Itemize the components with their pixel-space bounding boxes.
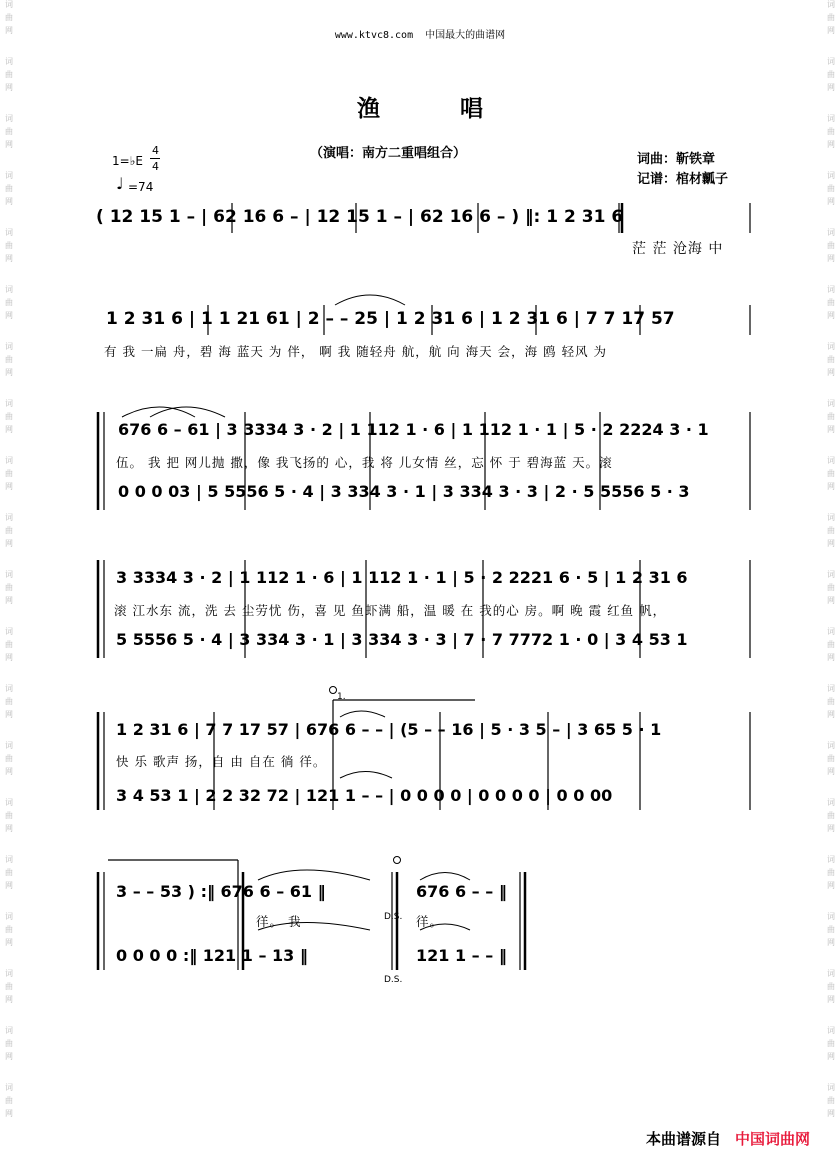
watermark-char: 词 <box>5 627 13 636</box>
watermark-char: 词 <box>827 969 835 978</box>
score-line-4-upper: 3 3334 3 · 2 | 1 112 1 · 6 | 1 112 1 · 1 | 5 · 2 2221 6 · 5 | 1 2 31 6 <box>116 568 688 587</box>
watermark-char: 曲 <box>5 184 13 193</box>
watermark-char: 网 <box>827 425 835 434</box>
watermark-char: 网 <box>827 938 835 947</box>
score-line-6-upper-a: 3 – – 53 ) :‖ 676 6 – 61 ‖ <box>116 882 326 901</box>
site-url[interactable]: www.ktvc8.com <box>334 30 414 41</box>
watermark-char: 曲 <box>5 526 13 535</box>
watermark-char: 词 <box>827 0 835 9</box>
watermark-char: 网 <box>5 197 13 206</box>
watermark-char: 网 <box>5 140 13 149</box>
watermark-char: 网 <box>827 83 835 92</box>
score-line-6-lower-b: 121 1 – – ‖ <box>416 946 507 965</box>
score-line-3-lower: 0 0 0 03 | 5 5556 5 · 4 | 3 334 3 · 1 | 3 334 3 · 3 | 2 · 5 5556 5 · 3 <box>118 482 690 501</box>
watermark-char: 曲 <box>827 1039 835 1048</box>
watermark-char: 词 <box>5 228 13 237</box>
song-title: 渔 唱 <box>356 95 519 122</box>
watermark-char: 网 <box>827 653 835 662</box>
watermark-char: 曲 <box>5 697 13 706</box>
lyricist-credit: 词曲：靳铁章 <box>637 152 716 167</box>
tempo-mark: =74 <box>128 180 154 194</box>
watermark-char: 词 <box>5 855 13 864</box>
watermark-char: 曲 <box>5 583 13 592</box>
score-line-3-lyrics: 伍。 我 把 网儿抛 撒，像 我飞扬的 心，我 将 儿女情 丝，忘 怀 于 碧海蓝 天。滚 <box>116 455 613 470</box>
watermark-char: 网 <box>5 938 13 947</box>
watermark-char: 曲 <box>5 70 13 79</box>
quarter-note-icon: ♩ <box>116 174 124 193</box>
watermark-char: 网 <box>827 311 835 320</box>
watermark-char: 曲 <box>827 469 835 478</box>
watermark-char: 词 <box>5 285 13 294</box>
watermark-char: 词 <box>827 513 835 522</box>
watermark-char: 词 <box>5 342 13 351</box>
watermark-char: 网 <box>827 1052 835 1061</box>
score-line-6-lower-a: 0 0 0 0 :‖ 121 1 – 13 ‖ <box>116 946 308 965</box>
score-line-2-notes: 1 2 31 6 | 1 1 21 61 | 2 – – 25 | 1 2 31 6 | 1 2 31 6 | 7 7 17 57 <box>106 309 675 329</box>
watermark-char: 网 <box>827 995 835 1004</box>
watermark-char: 词 <box>827 912 835 921</box>
transcriber-credit: 记谱：棺材瓤子 <box>637 172 729 187</box>
watermark-char: 词 <box>827 627 835 636</box>
watermark-char: 网 <box>5 995 13 1004</box>
watermark-char: 网 <box>827 539 835 548</box>
watermark-char: 网 <box>5 311 13 320</box>
watermark-char: 词 <box>5 57 13 66</box>
watermark-char: 网 <box>827 767 835 776</box>
watermark-char: 网 <box>5 1109 13 1118</box>
watermark-char: 词 <box>5 684 13 693</box>
watermark-char: 曲 <box>827 241 835 250</box>
watermark-char: 词 <box>5 741 13 750</box>
watermark-char: 曲 <box>827 355 835 364</box>
watermark-char: 网 <box>827 824 835 833</box>
watermark-char: 曲 <box>827 70 835 79</box>
singer-credit: （演唱：南方二重唱组合） <box>310 146 467 161</box>
watermark-char: 网 <box>827 197 835 206</box>
watermark-char: 词 <box>5 912 13 921</box>
watermark-char: 曲 <box>827 526 835 535</box>
watermark-char: 网 <box>5 83 13 92</box>
watermark-char: 曲 <box>827 811 835 820</box>
watermark-char: 网 <box>827 710 835 719</box>
watermark-char: 曲 <box>5 1096 13 1105</box>
score-line-5-upper: 1 2 31 6 | 7 7 17 57 | 676 6 – – | (5 – – 16 | 5 · 3 5 – | 3 65 5 · 1 <box>116 720 662 739</box>
watermark-char: 曲 <box>827 697 835 706</box>
ds-mark-upper: D.S. <box>384 912 403 922</box>
watermark-char: 词 <box>827 228 835 237</box>
watermark-char: 曲 <box>5 640 13 649</box>
watermark-char: 曲 <box>5 925 13 934</box>
watermark-char: 曲 <box>827 298 835 307</box>
score-line-4-lower: 5 5556 5 · 4 | 3 334 3 · 1 | 3 334 3 · 3 | 7 · 7 7772 1 · 0 | 3 4 53 1 <box>116 630 688 649</box>
watermark-char: 网 <box>5 1052 13 1061</box>
watermark-char: 网 <box>827 1109 835 1118</box>
watermark-char: 曲 <box>827 127 835 136</box>
watermark-char: 词 <box>827 171 835 180</box>
watermark-char: 网 <box>5 596 13 605</box>
watermark-char: 网 <box>5 653 13 662</box>
watermark-char: 曲 <box>827 754 835 763</box>
site-description: 中国最大的曲谱网 <box>425 30 506 41</box>
watermark-char: 词 <box>5 513 13 522</box>
footer-source <box>646 1128 810 1149</box>
score-line-3-upper: 676 6 – 61 | 3 3334 3 · 2 | 1 112 1 · 6 | 1 112 1 · 1 | 5 · 2 2224 3 · 1 <box>118 420 709 439</box>
watermark-char: 曲 <box>827 640 835 649</box>
watermark-char: 词 <box>827 570 835 579</box>
score-line-6-upper-b: 676 6 – – ‖ <box>416 882 507 901</box>
watermark-char: 网 <box>5 824 13 833</box>
watermark-char: 网 <box>827 596 835 605</box>
watermark-char: 曲 <box>827 412 835 421</box>
watermark-char: 曲 <box>827 868 835 877</box>
score-line-6-lyrics-a: 徉。 我 <box>256 914 302 929</box>
time-sig-bottom: 4 <box>152 160 159 173</box>
score-line-1-notes: ( 12 15 1 – | 62 16 6 – | 12 15 1 – | 62 16 6 – ) ‖: 1 2 31 6 <box>96 207 624 227</box>
watermark-char: 词 <box>5 171 13 180</box>
watermark-char: 词 <box>827 684 835 693</box>
watermark-char: 词 <box>827 741 835 750</box>
watermark-char: 词 <box>5 0 13 9</box>
watermark-char: 网 <box>827 482 835 491</box>
watermark-char: 曲 <box>5 241 13 250</box>
watermark-char: 曲 <box>5 412 13 421</box>
watermark-char: 网 <box>827 881 835 890</box>
watermark-char: 词 <box>827 285 835 294</box>
watermark-char: 曲 <box>827 13 835 22</box>
watermark-char: 网 <box>5 539 13 548</box>
watermark-char: 词 <box>827 114 835 123</box>
watermark-char: 词 <box>5 1026 13 1035</box>
watermark-char: 网 <box>5 767 13 776</box>
watermark-char: 网 <box>5 425 13 434</box>
watermark-char: 网 <box>5 482 13 491</box>
watermark-char: 曲 <box>827 925 835 934</box>
score-line-4-lyrics: 滚 江水东 流，洗 去 尘劳忧 伤，喜 见 鱼虾满 船，温 暖 在 我的心 房。啊 晚 霞 红鱼 帆， <box>114 603 667 618</box>
watermark-char: 网 <box>827 26 835 35</box>
watermark-char: 词 <box>827 342 835 351</box>
watermark-char: 曲 <box>5 469 13 478</box>
watermark-char: 曲 <box>5 754 13 763</box>
watermark-char: 词 <box>827 1083 835 1092</box>
footer-site-link[interactable]: 中国词曲网 <box>734 1130 810 1148</box>
watermark-char: 词 <box>827 399 835 408</box>
score-line-6-lyrics-b: 徉。 <box>416 914 444 929</box>
watermark-char: 词 <box>5 456 13 465</box>
score-line-5-lower: 3 4 53 1 | 2 2 32 72 | 121 1 – – | 0 0 0 0 | 0 0 0 0 | 0 0 00 <box>116 786 613 805</box>
time-sig-top: 4 <box>152 144 159 157</box>
watermark-char: 词 <box>5 570 13 579</box>
watermark-char: 网 <box>5 710 13 719</box>
watermark-char: 曲 <box>5 811 13 820</box>
watermark-char: 曲 <box>5 298 13 307</box>
score-line-1-lyrics: 茫 茫 沧海 中 <box>632 241 724 257</box>
score-line-5-lyrics: 快 乐 歌声 扬，自 由 自在 徜 徉。 <box>116 754 327 769</box>
watermark-char: 曲 <box>5 982 13 991</box>
watermark-char: 网 <box>5 26 13 35</box>
watermark-char: 词 <box>827 57 835 66</box>
watermark-char: 词 <box>827 1026 835 1035</box>
watermark-char: 词 <box>5 1083 13 1092</box>
watermark-char: 曲 <box>5 127 13 136</box>
watermark-char: 网 <box>827 140 835 149</box>
watermark-char: 曲 <box>5 355 13 364</box>
watermark-char: 词 <box>827 456 835 465</box>
watermark-char: 词 <box>5 399 13 408</box>
key-label: 1=♭E <box>112 154 143 168</box>
watermark-char: 网 <box>5 881 13 890</box>
watermark-char: 曲 <box>5 868 13 877</box>
watermark-char: 曲 <box>827 982 835 991</box>
watermark-char: 曲 <box>827 583 835 592</box>
watermark-char: 曲 <box>5 13 13 22</box>
watermark-char: 词 <box>827 855 835 864</box>
watermark-char: 曲 <box>827 1096 835 1105</box>
watermark-char: 词 <box>5 798 13 807</box>
watermark-char: 曲 <box>5 1039 13 1048</box>
footer-source-text: 本曲谱源自 <box>645 1130 721 1148</box>
watermark-char: 曲 <box>827 184 835 193</box>
score-line-2-lyrics: 有 我 一扁 舟，碧 海 蓝天 为 伴， 啊 我 随轻舟 航，航 向 海天 会，海 鸥 轻风 为 <box>104 344 608 359</box>
watermark-char: 网 <box>827 368 835 377</box>
watermark-char: 网 <box>5 254 13 263</box>
watermark-char: 词 <box>827 798 835 807</box>
watermark-char: 网 <box>827 254 835 263</box>
ds-mark-lower: D.S. <box>384 975 403 985</box>
watermark-char: 词 <box>5 969 13 978</box>
watermark-char: 词 <box>5 114 13 123</box>
volta-mark: 1. <box>337 692 346 702</box>
watermark-char: 网 <box>5 368 13 377</box>
